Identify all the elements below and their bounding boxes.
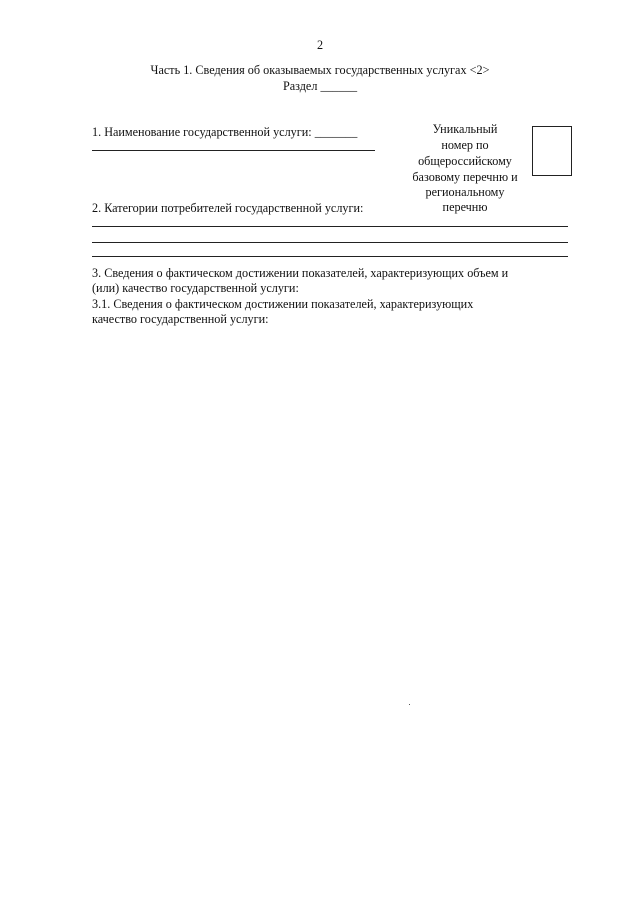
consumer-categories-label: 2. Категории потребителей государственной услуги: [92,201,364,215]
unique-number-caption-3: общероссийскому [418,154,512,168]
scan-speck [409,704,410,705]
quality-indicators-heading-line-2: качество государственной услуги: [92,312,269,326]
service-name-label: 1. Наименование государственной услуги: _______ [92,125,358,139]
consumer-categories-line-1 [92,226,568,227]
indicators-heading-line-1: 3. Сведения о фактическом достижении показателей, характеризующих объем и [92,266,509,280]
unique-number-caption-1: Уникальный [432,122,498,136]
unique-number-box[interactable] [532,126,572,176]
section-label: Раздел ______ [282,79,358,93]
service-name-fill-line [92,150,375,151]
unique-number-caption-2: номер по [441,138,489,152]
unique-number-caption-6: перечню [442,200,488,214]
unique-number-caption-4: базовому перечню и [412,170,518,184]
consumer-categories-line-3 [92,256,568,257]
unique-number-caption-5: региональному [425,185,505,199]
part-title: Часть 1. Сведения об оказываемых государственных услугах <2> [150,63,490,77]
consumer-categories-line-2 [92,242,568,243]
indicators-heading-line-2: (или) качество государственной услуги: [92,281,299,295]
page-number: 2 [316,38,324,52]
quality-indicators-heading-line-1: 3.1. Сведения о фактическом достижении показателей, характеризующих [92,297,474,311]
